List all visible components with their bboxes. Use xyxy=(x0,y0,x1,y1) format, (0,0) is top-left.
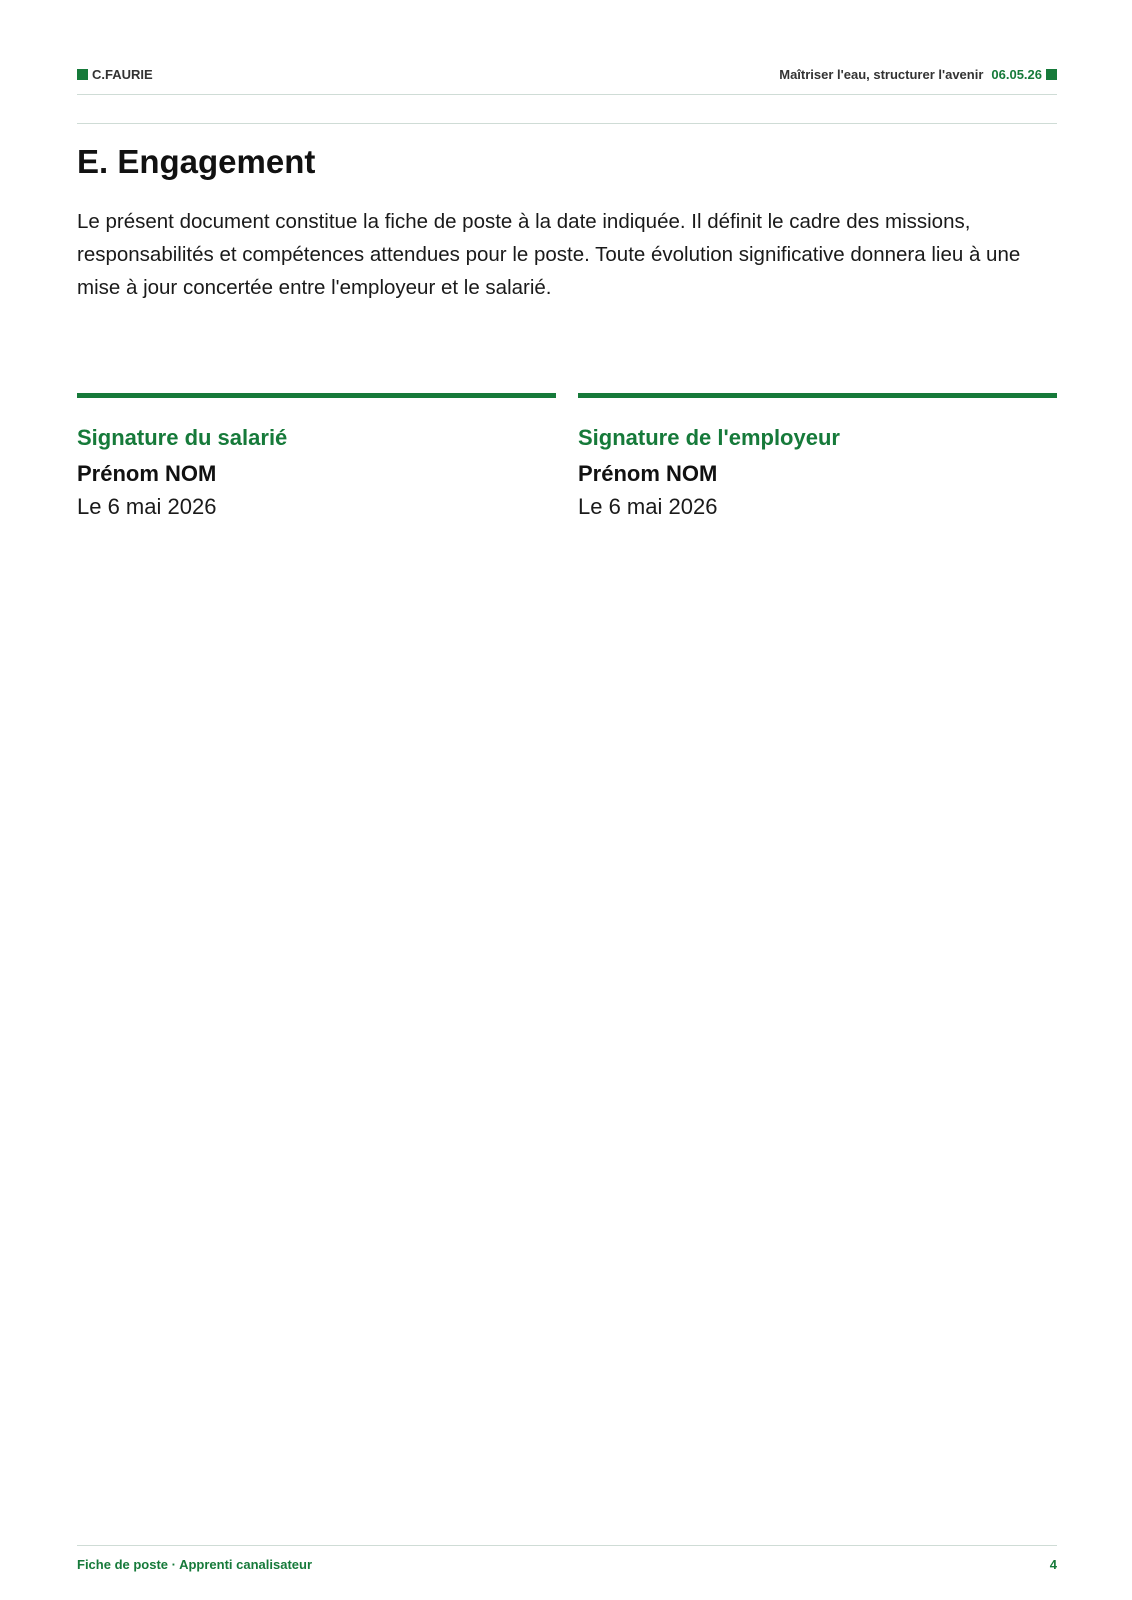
document-page xyxy=(77,0,1057,1600)
section-body: Le présent document constitue la fiche de poste à la date indiquée. Il définit le cadre des missions, responsabilités et compétences attendues pour le poste. Toute évolution significative donnera lieu à une mise à jour concertée entre l'employeur et le salarié. xyxy=(77,210,1021,299)
footer-document-title: Fiche de poste · Apprenti canalisateur xyxy=(77,1557,313,1572)
header-tagline: Maîtriser l'eau, structurer l'avenir xyxy=(779,66,984,82)
signature-name: Prénom NOM xyxy=(77,461,217,486)
signature-bar xyxy=(578,393,1057,398)
section-title: E. Engagement xyxy=(77,143,316,180)
footer-divider xyxy=(77,1545,1057,1546)
brand-name: C.FAURIE xyxy=(92,66,153,82)
section-divider xyxy=(77,123,1057,124)
header-date: 06.05.26 xyxy=(991,66,1042,82)
brand-square-icon xyxy=(77,69,88,80)
signature-block-employer xyxy=(578,393,1057,521)
signature-label: Signature de l'employeur xyxy=(578,425,840,450)
header-square-icon xyxy=(1046,69,1057,80)
signature-label: Signature du salarié xyxy=(77,425,288,450)
signature-name: Prénom NOM xyxy=(578,461,718,486)
signature-date: Le 6 mai 2026 xyxy=(578,494,718,519)
header-brand-group xyxy=(77,67,153,82)
page-footer xyxy=(77,1557,1057,1572)
header-divider xyxy=(77,94,1057,95)
signature-block-employee xyxy=(77,393,556,521)
signature-bar xyxy=(77,393,556,398)
header-meta-group xyxy=(779,67,1057,82)
footer-page-number: 4 xyxy=(1049,1557,1057,1572)
signature-date: Le 6 mai 2026 xyxy=(77,494,217,519)
page-header xyxy=(77,64,1057,84)
